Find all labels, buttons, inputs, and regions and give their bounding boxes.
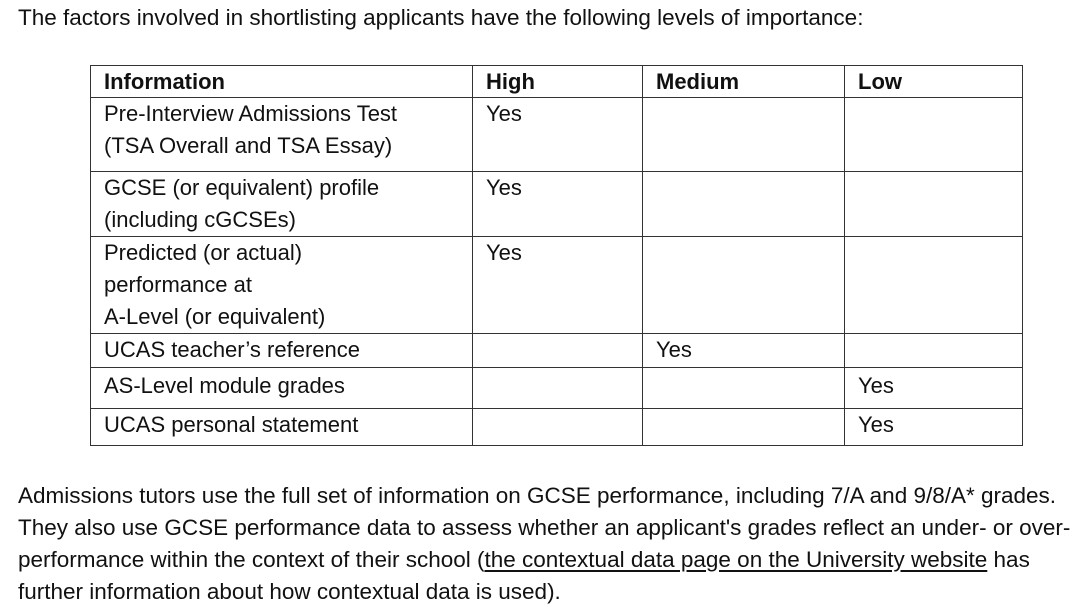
cell-high: Yes [473,172,643,237]
cell-medium [643,409,845,446]
header-medium: Medium [643,66,845,98]
cell-high: Yes [473,98,643,172]
cell-high [473,409,643,446]
table-row [91,98,1023,172]
cell-information: Predicted (or actual) performance at A-Level (or equivalent) [91,237,473,334]
cell-information: GCSE (or equivalent) profile (including cGCSEs) [91,172,473,237]
header-high: High [473,66,643,98]
cell-information: UCAS personal statement [91,409,473,446]
cell-high [473,368,643,409]
intro-paragraph: The factors involved in shortlisting applicants have the following levels of importance: [18,5,864,30]
outro-text-before: Admissions tutors use the full set of information on GCSE performance, including 7/A and 9/8/A* grades. They also use GCSE performance data to assess whether an applicant's grades reflect an under- or over-performance within the context of their school ( [18,483,1071,572]
cell-medium [643,237,845,334]
table-row [91,334,1023,368]
cell-low [845,334,1023,368]
outro-paragraph [18,480,1078,608]
cell-low [845,237,1023,334]
cell-low: Yes [845,368,1023,409]
cell-information: Pre-Interview Admissions Test (TSA Overall and TSA Essay) [91,98,473,172]
cell-low [845,172,1023,237]
table-row [91,172,1023,237]
header-information: Information [91,66,473,98]
table-row [91,409,1023,446]
cell-high [473,334,643,368]
table-row [91,368,1023,409]
shortlisting-factors-table [90,65,1023,446]
cell-medium: Yes [643,334,845,368]
cell-medium [643,172,845,237]
cell-high: Yes [473,237,643,334]
outro-text-after: has further information about how contextual data is used). [18,547,1030,604]
cell-information: UCAS teacher’s reference [91,334,473,368]
cell-low: Yes [845,409,1023,446]
cell-low [845,98,1023,172]
header-low: Low [845,66,1023,98]
table-header-row [91,66,1023,98]
cell-medium [643,98,845,172]
cell-information: AS-Level module grades [91,368,473,409]
table-row [91,237,1023,334]
contextual-data-link[interactable]: the contextual data page on the University website [484,547,988,572]
cell-medium [643,368,845,409]
